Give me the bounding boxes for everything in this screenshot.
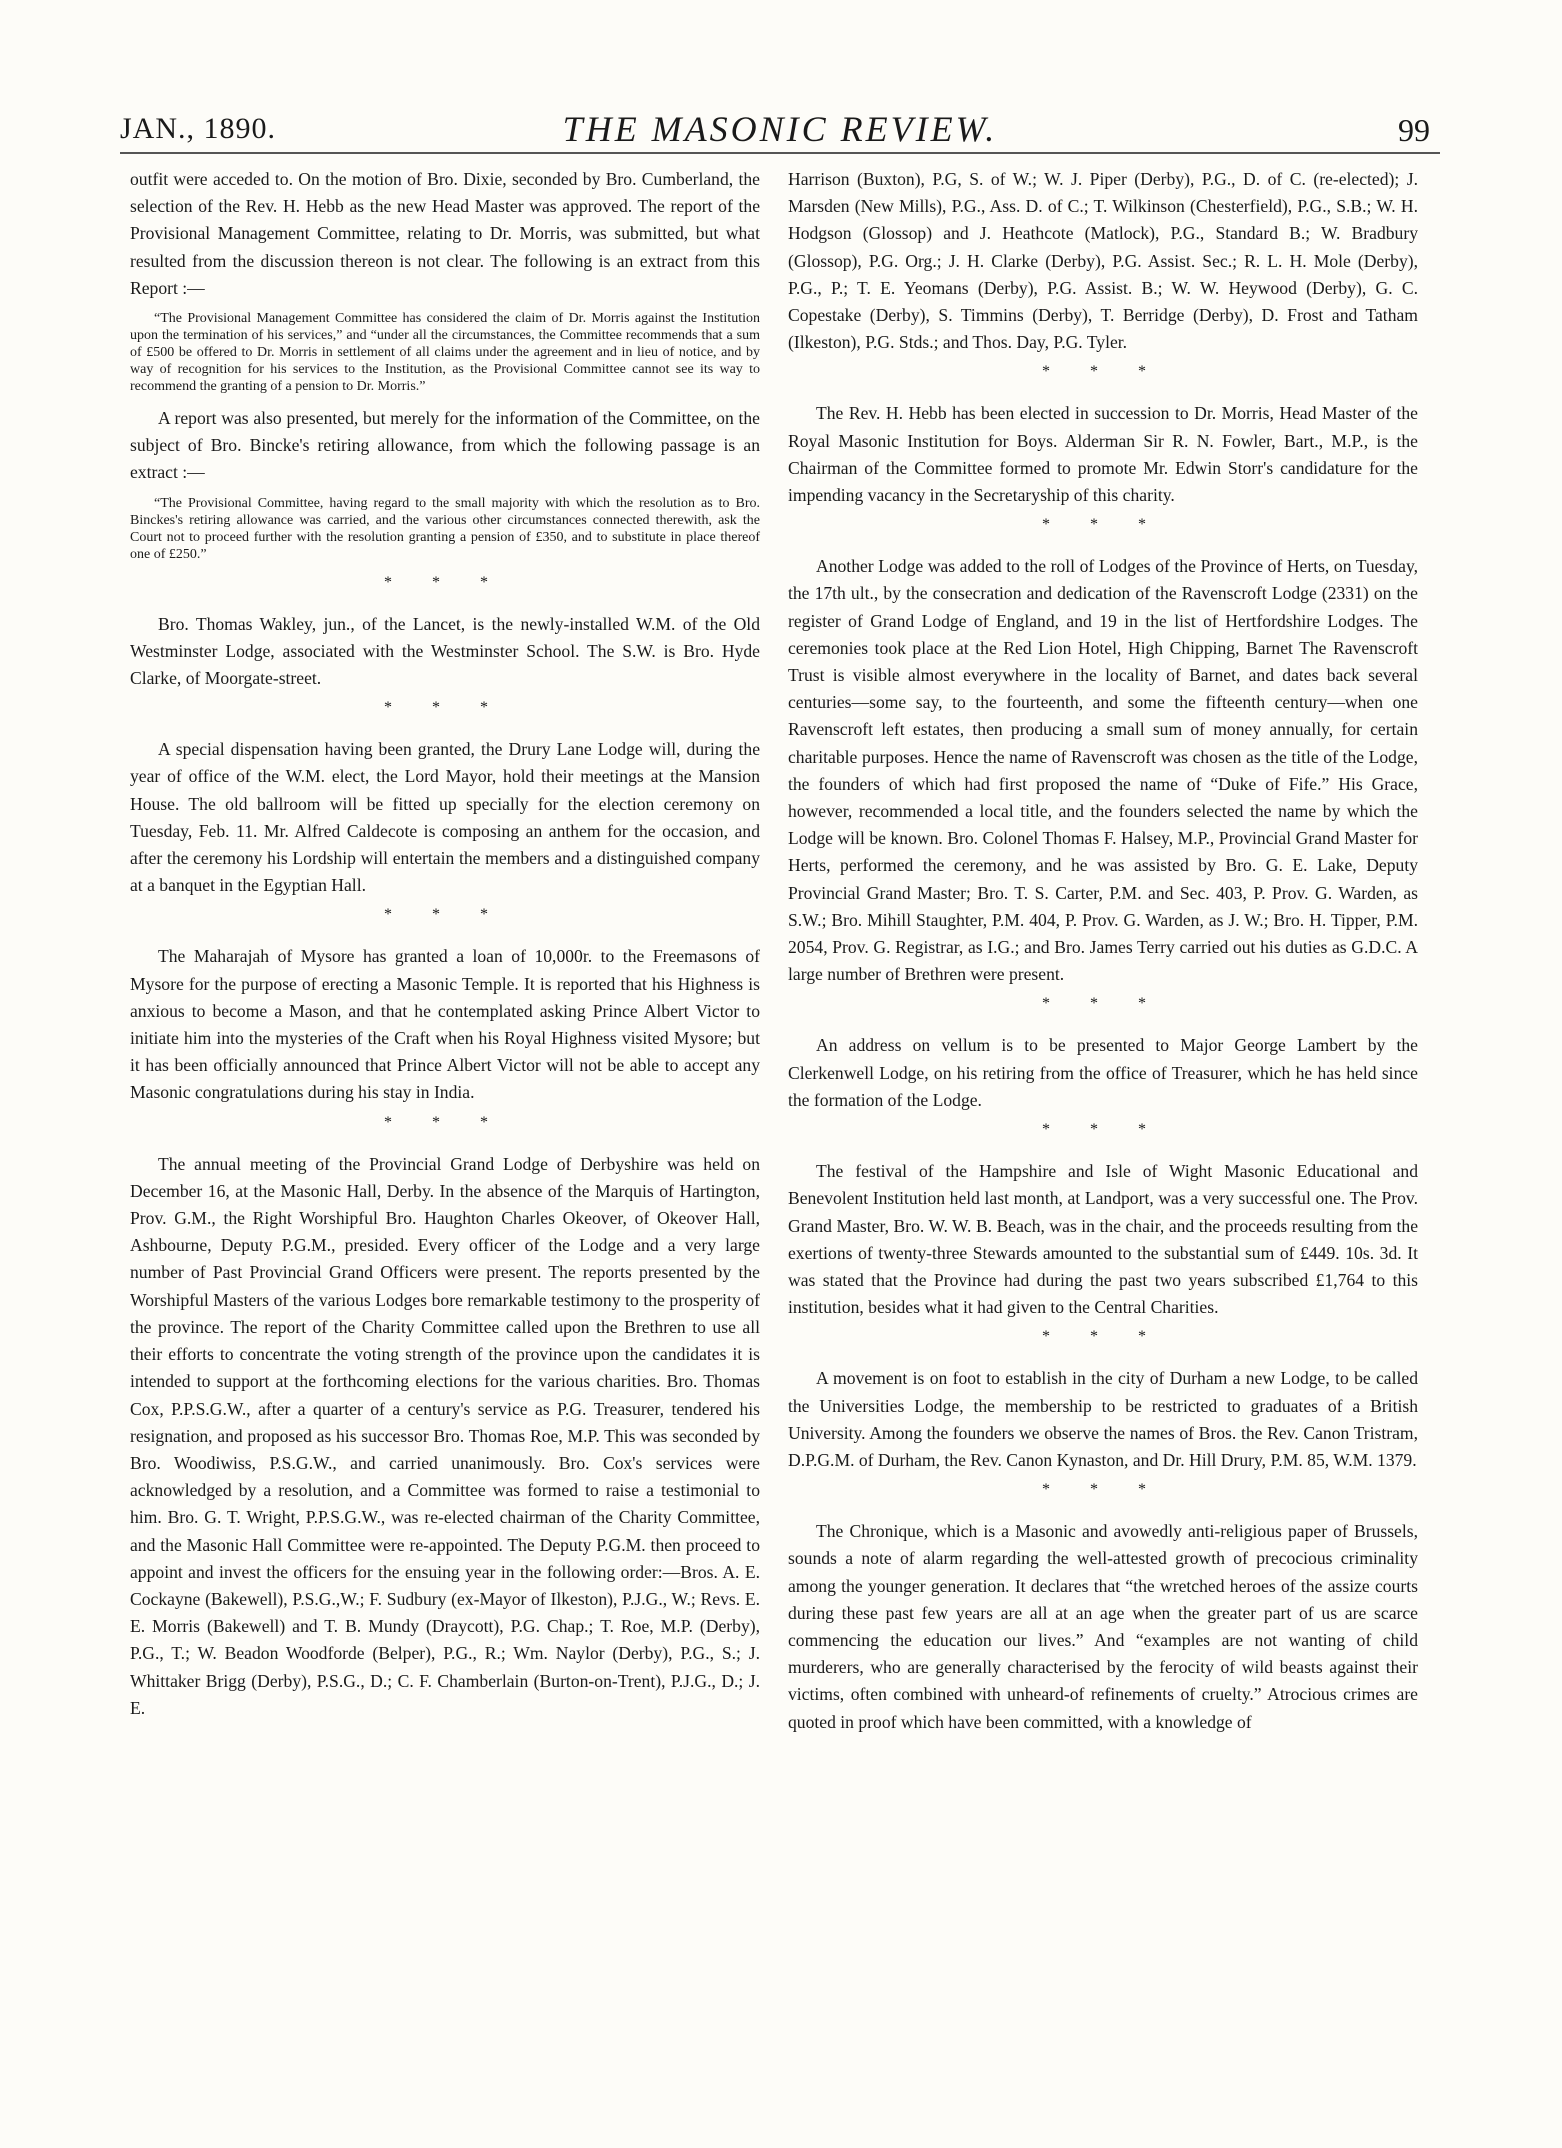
paragraph: The Chronique, which is a Masonic and avowedly anti-religious paper of Brussels, sounds a note of alarm regarding the well-attested growth of precocious criminality among the younger generation. It declares that “the wretched heroes of the assize courts during these past few years are all at an age when the greater part of us are scarce commencing the education our lives.” And “examples are not wanting of child murderers, who are generally characterised by the ferocity of wild beasts against their victims, often combined with unheard-of refinements of cruelty.” Atrocious crimes are quoted in proof which have been committed, with a knowledge of (788, 1521, 1418, 1732)
paragraph: The Rev. H. Hebb has been elected in succession to Dr. Morris, Head Master of the Royal Masonic Institution for Boys. Alderman Sir R. N. Fowler, Bart., M.P., is the Chairman of the Committee formed to promote Mr. Edwin Storr's candidature for the impending vacancy in the Secretaryship of this charity. (788, 403, 1418, 506)
section-separator: * * * (1042, 1328, 1164, 1346)
section-separator: * * * (384, 1113, 506, 1131)
left-column (130, 166, 760, 1728)
section-separator: * * * (1042, 1121, 1164, 1139)
block-quote: “The Provisional Committee, having regard to the small majority with which the resolution as to Bro. Binckes's retiring allowance was carried, and the various other circumstances connected therewith, ask the Court not to proceed further with the resolution granting a pension of £350, and to substitute in place thereof one of £250.” (130, 495, 760, 562)
header-date: JAN., 1890. (120, 112, 277, 145)
paragraph: Bro. Thomas Wakley, jun., of the Lancet, is the newly-installed W.M. of the Old Westminster Lodge, associated with the Westminster School. The S.W. is Bro. Hyde Clarke, of Moorgate-street. (130, 613, 760, 689)
block-quote: “The Provisional Management Committee has considered the claim of Dr. Morris against the Institution upon the termination of his services,” and “under all the circumstances, the Committee recommends that a sum of £500 be offered to Dr. Morris in settlement of all claims under the agreement and in lieu of notice, and by way of recognition for his services to the Institution, as the Provisional Committee cannot see its way to recommend the granting of a pension to Dr. Morris.” (130, 311, 760, 395)
paragraph: The Maharajah of Mysore has granted a loan of 10,000r. to the Freemasons of Mysore for the purpose of erecting a Masonic Temple. It is reported that his Highness is anxious to become a Mason, and that he contemplated asking Prince Albert Victor to initiate him into the mysteries of the Craft when his Royal Highness visited Mysore; but it has been officially announced that Prince Albert Victor will not be able to accept any Masonic congratulations during his stay in India. (130, 946, 760, 1103)
section-separator: * * * (384, 906, 506, 924)
paragraph: Harrison (Buxton), P.G, S. of W.; W. J. Piper (Derby), P.G., D. of C. (re-elected); J. Marsden (New Mills), P.G., Ass. D. of C.; T. Wilkinson (Chesterfield), P.G., S.B.; W. H. Hodgson (Glossop) and J. Heathcote (Matlock), P.G., Standard B.; W. Bradbury (Glossop), P.G. Org.; J. H. Clarke (Derby), P.G. Assist. Sec.; R. L. H. Mole (Derby), P.G., P.; T. E. Yeomans (Derby), P.G. Assist. B.; W. W. Heywood (Derby), G. C. Copestake (Derby), S. Timmins (Derby), T. Berridge (Derby), D. Frost and Tatham (Ilkeston), P.G. Stds.; and Thos. Day, P.G. Tyler. (788, 169, 1418, 353)
running-header (120, 108, 1440, 154)
right-column (788, 166, 1418, 1742)
paragraph: An address on vellum is to be presented to Major George Lambert by the Clerkenwell Lodge, on his retiring from the office of Treasurer, which he has held since the formation of the Lodge. (788, 1035, 1418, 1110)
paragraph: The festival of the Hampshire and Isle of Wight Masonic Educational and Benevolent Institution held last month, at Landport, was a very successful one. The Prov. Grand Master, Bro. W. W. B. Beach, was in the chair, and the proceeds resulting from the exertions of twenty-three Stewards amounted to the substantial sum of £449. 10s. 3d. It was stated that the Province had during the past two years subscribed £1,764 to this institution, besides what it had given to the Central Charities. (788, 1161, 1418, 1318)
section-separator: * * * (1042, 516, 1164, 534)
paragraph: A movement is on foot to establish in the city of Durham a new Lodge, to be called the Universities Lodge, the membership to be restricted to graduates of a British University. Among the founders we observe the names of Bros. the Rev. Canon Tristram, D.P.G.M. of Durham, the Rev. Canon Kynaston, and Dr. Hill Drury, P.M. 85, W.M. 1379. (788, 1368, 1418, 1470)
section-separator: * * * (1042, 1481, 1164, 1499)
paragraph: The annual meeting of the Provincial Grand Lodge of Derbyshire was held on December 16, at the Masonic Hall, Derby. In the absence of the Marquis of Hartington, Prov. G.M., the Right Worshipful Bro. Haughton Charles Okeover, of Okeover Hall, Ashbourne, Deputy P.G.M., presided. Every officer of the Lodge and a very large number of Past Provincial Grand Officers were present. The reports presented by the Worshipful Masters of the various Lodges bore remarkable testimony to the prosperity of the province. The report of the Charity Committee called upon the Brethren to use all their efforts to concentrate the voting strength of the province upon the candidates it is intended to support at the forthcoming elections for the various charities. Bro. Thomas Cox, P.P.S.G.W., after a quarter of a century's service as P.G. Treasurer, tendered his resignation, and proposed as his successor Bro. Thomas Roe, M.P. This was seconded by Bro. Woodiwiss, P.S.G.W., and carried unanimously. Bro. Cox's services were acknowledged by a resolution, and a Committee was formed to raise a testimonial to him. Bro. G. T. Wright, P.P.S.G.W., was re-elected chairman of the Charity Committee, and the Masonic Hall Committee were re-appointed. The Deputy P.G.M. then proceed to appoint and invest the officers for the ensuing year in the following order:—Bros. A. E. Cockayne (Bakewell), P.S.G.,W.; F. Sudbury (ex-Mayor of Ilkeston), P.J.G., W.; Revs. E. E. Morris (Bakewell) and T. B. Mundy (Draycott), P.G. Chap.; T. Roe, M.P. (Derby), P.G., T.; W. Beadon Woodforde (Belper), P.G., R.; Wm. Naylor (Derby), P.G., S.; J. Whittaker Brigg (Derby), P.S.G., D.; C. F. Chamberlain (Burton-on-Trent), P.J.G., D.; J. E. (130, 1153, 760, 1718)
paragraph: A report was also presented, but merely for the information of the Committee, on the subject of Bro. Bincke's retiring allowance, from which the following passage is an extract :— (130, 408, 760, 483)
section-separator: * * * (1042, 363, 1164, 381)
section-separator: * * * (1042, 995, 1164, 1013)
page-number: 99 (1398, 112, 1430, 148)
journal-title: THE MASONIC REVIEW. (562, 109, 998, 149)
paragraph: A special dispensation having been granted, the Drury Lane Lodge will, during the year of office of the W.M. elect, the Lord Mayor, hold their meetings at the Mansion House. The old ballroom will be fitted up specially for the election ceremony on Tuesday, Feb. 11. Mr. Alfred Caldecote is composing an anthem for the occasion, and after the ceremony his Lordship will entertain the members and a distinguished company at a banquet in the Egyptian Hall. (130, 739, 760, 896)
section-separator: * * * (384, 573, 506, 591)
section-separator: * * * (384, 699, 506, 717)
paragraph: outfit were acceded to. On the motion of Bro. Dixie, seconded by Bro. Cumberland, the selection of the Rev. H. Hebb as the new Head Master was approved. The report of the Provisional Management Committee, relating to Dr. Morris, was submitted, but what resulted from the discussion thereon is not clear. The following is an extract from this Report :— (130, 169, 760, 298)
paragraph: Another Lodge was added to the roll of Lodges of the Province of Herts, on Tuesday, the 17th ult., by the consecration and dedication of the Ravenscroft Lodge (2331) on the register of Grand Lodge of England, and 19 in the list of Hertfordshire Lodges. The ceremonies took place at the Red Lion Hotel, High Chipping, Barnet The Ravenscroft Trust is visible almost everywhere in the locality of Barnet, and dates back several centuries—some say, to the fourteenth, and some the fifteenth century—when one Ravenscroft left estates, then producing a small sum of money annually, for certain charitable purposes. Hence the name of Ravenscroft was chosen as the title of the Lodge, the founders of which had first proposed the name of “Duke of Fife.” His Grace, however, recommended a local title, and the founders selected the name by which the Lodge will be known. Bro. Colonel Thomas F. Halsey, M.P., Provincial Grand Master for Herts, performed the ceremony, and he was assisted by Bro. G. E. Lake, Deputy Provincial Grand Master; Bro. T. S. Carter, P.M. and Sec. 403, P. Prov. G. Warden, as S.W.; Bro. Mihill Staughter, P.M. 404, P. Prov. G. Warden, as J. W.; Bro. H. Tipper, P.M. 2054, Prov. G. Registrar, as I.G.; and Bro. James Terry carried out his duties as G.D.C. A large number of Brethren were present. (788, 556, 1418, 985)
